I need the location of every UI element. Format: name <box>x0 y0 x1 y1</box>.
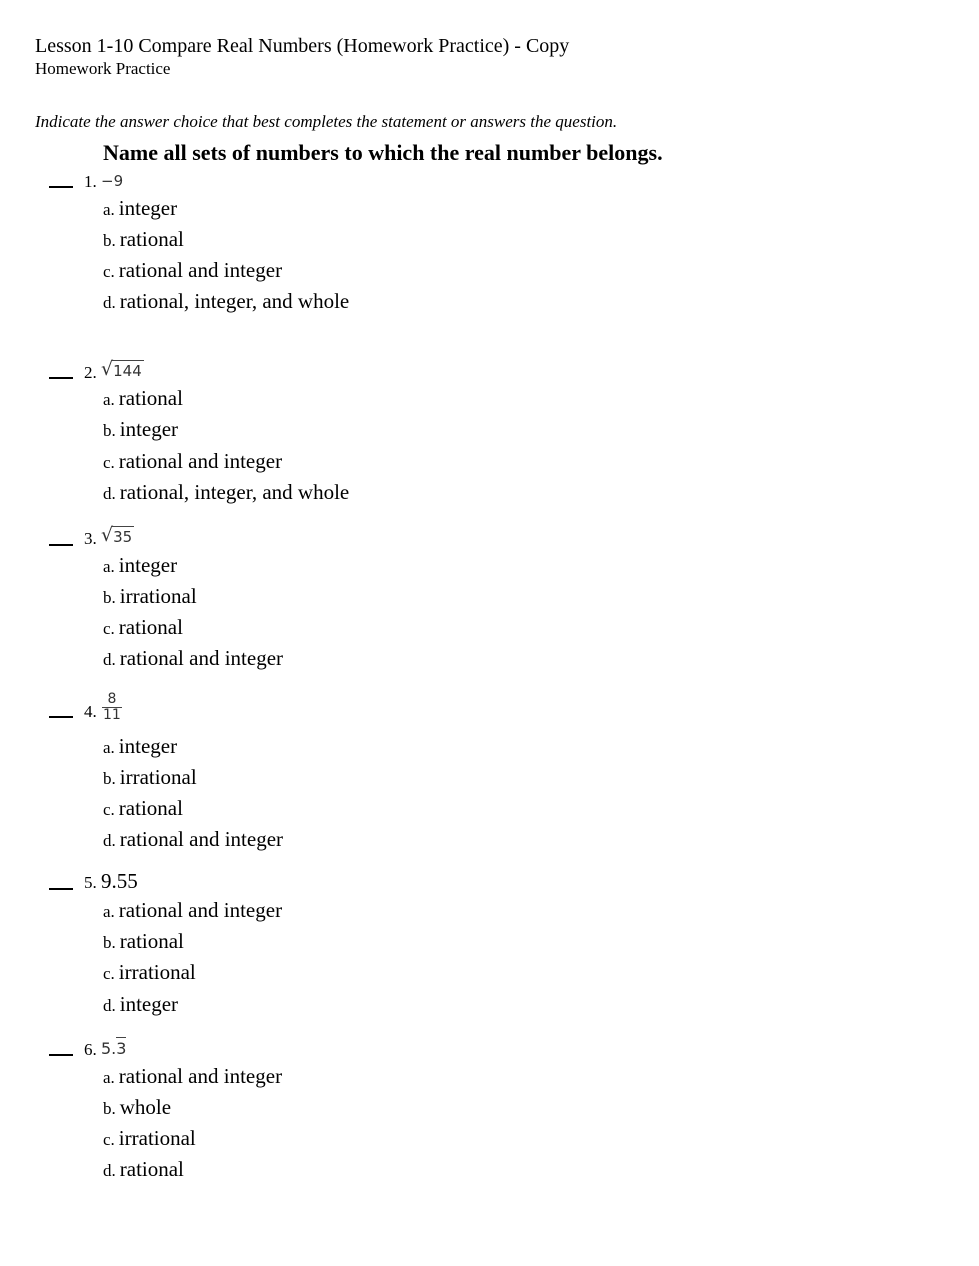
square-root-symbol: √144 <box>101 358 142 380</box>
choice-letter: a. <box>103 902 115 921</box>
choice-text: rational and integer <box>118 449 283 473</box>
choice-text: integer <box>118 196 178 220</box>
choice-letter: b. <box>103 231 116 250</box>
question-expression <box>101 358 144 380</box>
choice-letter: a. <box>103 390 115 409</box>
choice-letter: c. <box>103 262 115 281</box>
choice-d[interactable] <box>103 827 283 853</box>
choice-text: rational and integer <box>119 827 284 851</box>
choice-b[interactable] <box>103 1095 171 1121</box>
choice-text: rational <box>118 386 183 410</box>
choice-a[interactable] <box>103 553 177 579</box>
choice-letter: b. <box>103 421 116 440</box>
choice-letter: d. <box>103 650 116 669</box>
answer-blank[interactable] <box>49 1054 73 1056</box>
choice-d[interactable] <box>103 1157 184 1183</box>
choice-text: integer <box>119 417 179 441</box>
page-title: Lesson 1-10 Compare Real Numbers (Homework Practice) - Copy <box>35 35 570 57</box>
choice-letter: c. <box>103 619 115 638</box>
choice-a[interactable] <box>103 386 183 412</box>
choice-letter: d. <box>103 996 116 1015</box>
choice-text: integer <box>118 553 178 577</box>
question-number: 1. <box>84 172 97 191</box>
choice-letter: d. <box>103 831 116 850</box>
choice-text: rational <box>118 796 183 820</box>
choice-a[interactable] <box>103 898 282 924</box>
choice-c[interactable] <box>103 258 282 284</box>
fraction-denominator: 11 <box>103 707 121 723</box>
choice-text: rational and integer <box>118 898 283 922</box>
question-expression <box>102 692 122 723</box>
choice-text: rational and integer <box>119 646 284 670</box>
choice-text: integer <box>119 992 179 1016</box>
decimal-whole-part: 5. <box>101 1039 117 1058</box>
answer-blank[interactable] <box>49 888 73 890</box>
choice-letter: d. <box>103 293 116 312</box>
choice-c[interactable] <box>103 449 282 475</box>
choice-text: irrational <box>119 584 197 608</box>
choice-letter: b. <box>103 769 116 788</box>
choice-d[interactable] <box>103 992 178 1018</box>
choice-text: rational, integer, and whole <box>119 289 350 313</box>
fraction-numerator: 8 <box>107 691 117 707</box>
question-expression <box>101 1039 126 1058</box>
choice-c[interactable] <box>103 960 196 986</box>
answer-blank[interactable] <box>49 544 73 546</box>
page-subtitle: Homework Practice <box>35 59 171 78</box>
choice-text: whole <box>119 1095 172 1119</box>
choice-d[interactable] <box>103 646 283 672</box>
choice-text: rational, integer, and whole <box>119 480 350 504</box>
choice-text: rational and integer <box>118 258 283 282</box>
radicand: 144 <box>113 362 142 380</box>
choice-letter: b. <box>103 588 116 607</box>
choice-c[interactable] <box>103 796 183 822</box>
choice-letter: a. <box>103 1068 115 1087</box>
choice-c[interactable] <box>103 615 183 641</box>
choice-a[interactable] <box>103 196 177 222</box>
square-root-symbol: √35 <box>101 524 133 546</box>
choice-d[interactable] <box>103 480 349 506</box>
choice-text: rational <box>118 615 183 639</box>
choice-letter: a. <box>103 738 115 757</box>
choice-letter: d. <box>103 484 116 503</box>
question-number: 3. <box>84 529 97 548</box>
question-number: 5. <box>84 873 97 892</box>
choice-letter: b. <box>103 933 116 952</box>
choice-letter: c. <box>103 964 115 983</box>
answer-blank[interactable] <box>49 377 73 379</box>
choice-text: rational and integer <box>118 1064 283 1088</box>
choice-c[interactable] <box>103 1126 196 1152</box>
choice-b[interactable] <box>103 227 184 253</box>
choice-letter: b. <box>103 1099 116 1118</box>
choice-b[interactable] <box>103 584 197 610</box>
choice-text: rational <box>119 1157 184 1181</box>
choice-letter: c. <box>103 453 115 472</box>
choice-a[interactable] <box>103 734 177 760</box>
radicand: 35 <box>113 528 133 546</box>
choice-text: irrational <box>118 1126 196 1150</box>
choice-b[interactable] <box>103 929 184 955</box>
choice-letter: c. <box>103 800 115 819</box>
choice-a[interactable] <box>103 1064 282 1090</box>
question-number: 2. <box>84 363 97 382</box>
instructions: Indicate the answer choice that best completes the statement or answers the question. <box>35 112 618 131</box>
question-expression <box>101 524 134 546</box>
choice-text: rational <box>119 227 184 251</box>
question-expression: 9.55 <box>101 869 138 893</box>
question-number: 6. <box>84 1040 97 1059</box>
choice-text: irrational <box>118 960 196 984</box>
choice-letter: c. <box>103 1130 115 1149</box>
choice-letter: a. <box>103 200 115 219</box>
answer-blank[interactable] <box>49 716 73 718</box>
choice-b[interactable] <box>103 765 197 791</box>
fraction <box>102 692 122 723</box>
question-expression: −9 <box>101 172 124 190</box>
choice-text: irrational <box>119 765 197 789</box>
choice-d[interactable] <box>103 289 349 315</box>
repeating-digit-value: 3 <box>116 1039 127 1058</box>
choice-text: integer <box>118 734 178 758</box>
question-number: 4. <box>84 702 97 721</box>
choice-letter: d. <box>103 1161 116 1180</box>
section-prompt: Name all sets of numbers to which the real number belongs. <box>103 140 663 165</box>
choice-b[interactable] <box>103 417 178 443</box>
choice-text: rational <box>119 929 184 953</box>
answer-blank[interactable] <box>49 186 73 188</box>
repeating-digit <box>116 1039 126 1058</box>
repeat-bar <box>116 1037 126 1038</box>
choice-letter: a. <box>103 557 115 576</box>
